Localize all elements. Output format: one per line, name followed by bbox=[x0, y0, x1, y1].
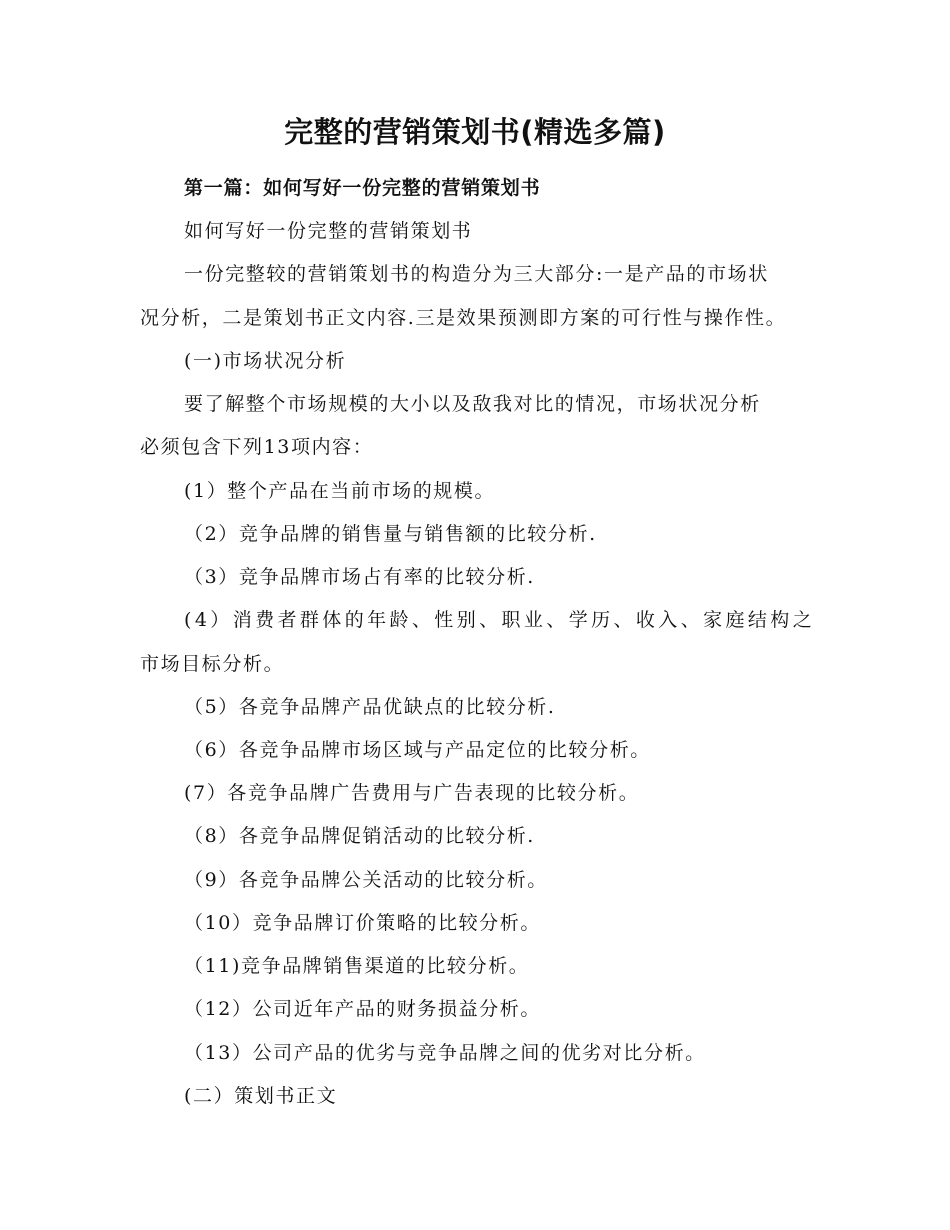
paragraph-line: 要了解整个市场规模的大小以及敌我对比的情况，市场状况分析 bbox=[184, 393, 761, 415]
list-item: （12）公司近年产品的财务损益分析。 bbox=[184, 998, 541, 1020]
paragraph-line: 一份完整较的营销策划书的构造分为三大部分:一是产品的市场状 bbox=[184, 263, 769, 285]
subsection-heading: (一)市场状况分析 bbox=[184, 350, 347, 372]
paragraph-line: 如何写好一份完整的营销策划书 bbox=[184, 220, 473, 242]
list-item: (7）各竞争品牌广告费用与广告表现的比较分析。 bbox=[184, 782, 640, 804]
list-item: （2）竞争品牌的销售量与销售额的比较分析. bbox=[184, 523, 597, 545]
subsection-heading: (二）策划书正文 bbox=[184, 1085, 338, 1107]
list-item: （9）各竞争品牌公关活动的比较分析。 bbox=[184, 869, 548, 891]
list-item: (4）消费者群体的年龄、性别、职业、学历、收入、家庭结构之 bbox=[184, 609, 816, 631]
paragraph-line: 必须包含下列13项内容： bbox=[140, 436, 374, 458]
list-item-continuation: 市场目标分析。 bbox=[140, 653, 285, 675]
list-item: （13）公司产品的优劣与竞争品牌之间的优劣对比分析。 bbox=[184, 1042, 706, 1064]
section-heading: 第一篇：如何写好一份完整的营销策划书 bbox=[184, 177, 541, 199]
list-item: （11)竞争品牌销售渠道的比较分析。 bbox=[184, 955, 530, 977]
document-title: 完整的营销策划书(精选多篇) bbox=[284, 115, 666, 149]
list-item: （10）竞争品牌订价策略的比较分析。 bbox=[184, 912, 541, 934]
list-item: （6）各竞争品牌市场区域与产品定位的比较分析。 bbox=[184, 739, 651, 761]
list-item: （8）各竞争品牌促销活动的比较分析. bbox=[184, 825, 535, 847]
list-item: （5）各竞争品牌产品优缺点的比较分析. bbox=[184, 696, 556, 718]
list-item: (1）整个产品在当前市场的规模。 bbox=[184, 480, 496, 502]
list-item: （3）竞争品牌市场占有率的比较分析. bbox=[184, 566, 535, 588]
paragraph-line: 况分析，二是策划书正文内容.三是效果预测即方案的可行性与操作性。 bbox=[140, 307, 787, 329]
